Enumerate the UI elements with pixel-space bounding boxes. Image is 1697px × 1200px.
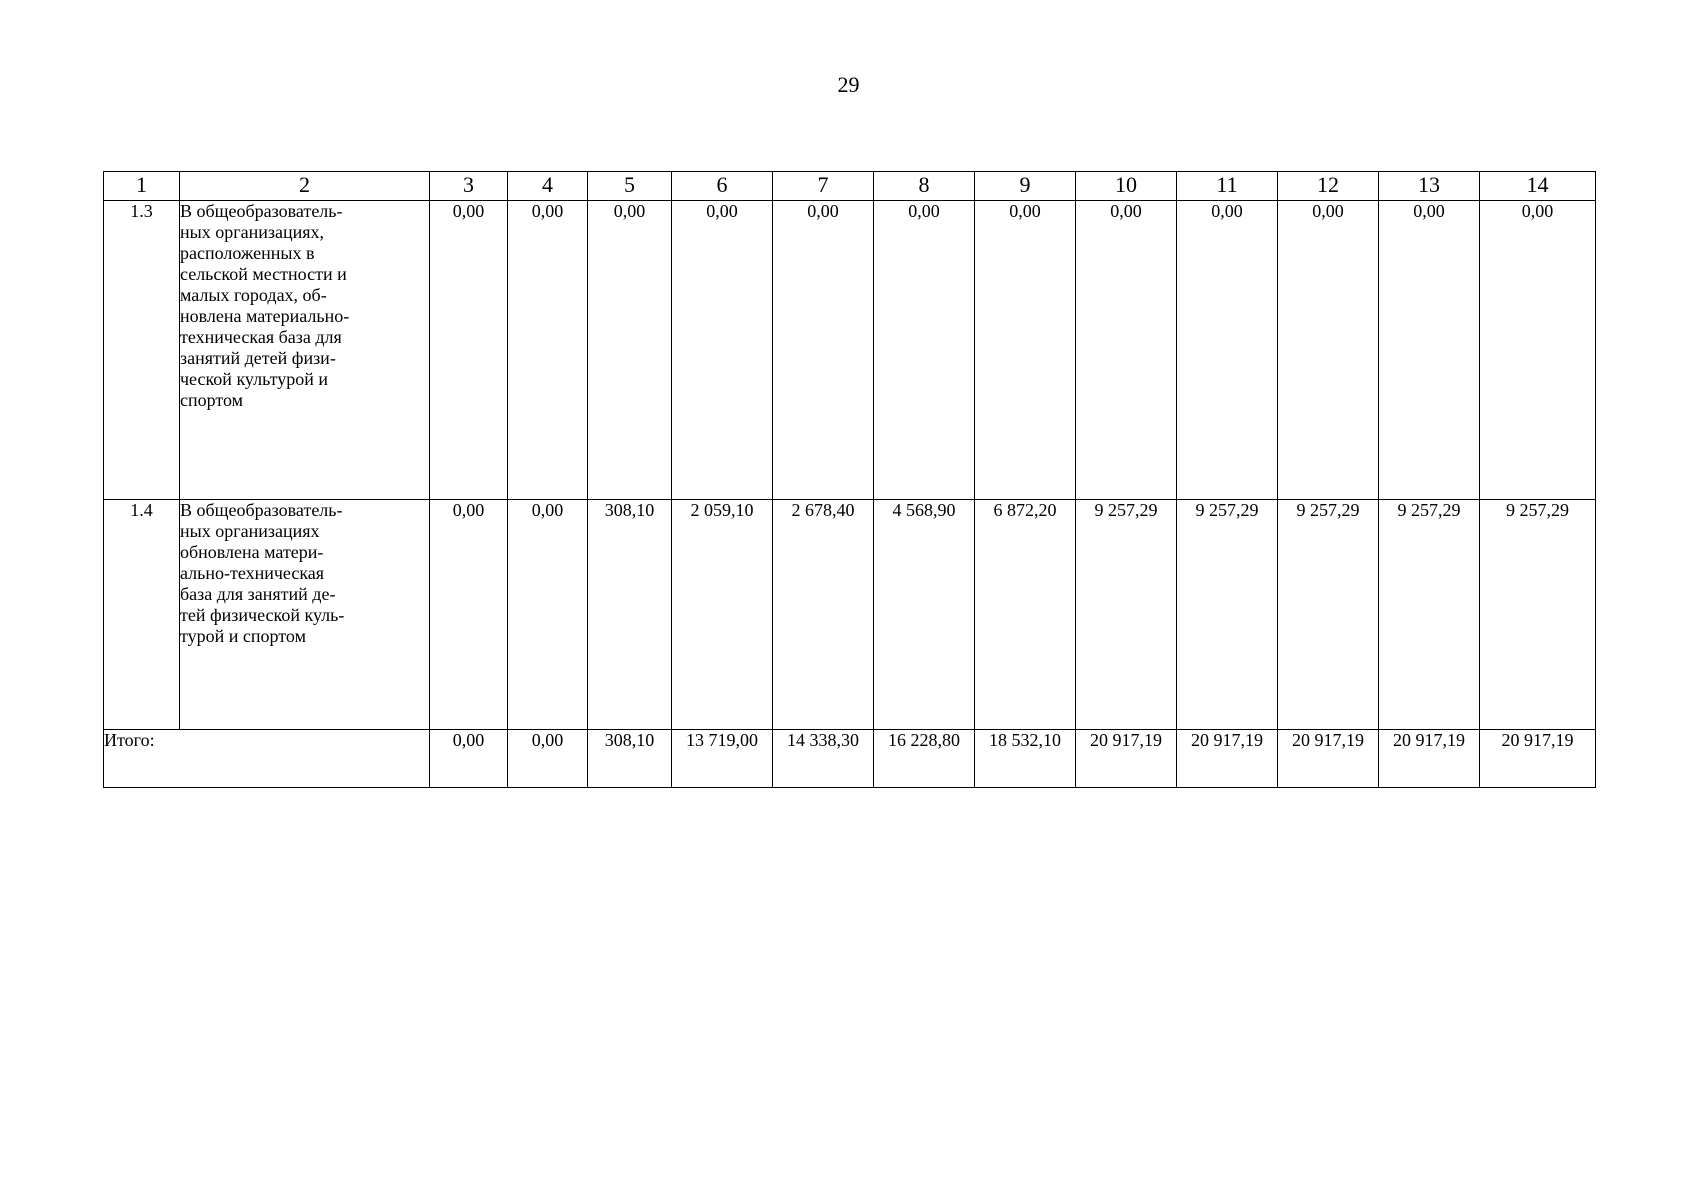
header-row	[104, 172, 1596, 201]
page-number: 29	[837, 72, 860, 97]
total-value-cell: 20 917,19	[1177, 730, 1278, 788]
column-header: 3	[430, 172, 508, 201]
column-header: 7	[773, 172, 874, 201]
table-row	[104, 201, 1596, 500]
value-cell: 0,00	[672, 201, 773, 500]
data-table	[103, 171, 1596, 788]
value-cell: 6 872,20	[975, 500, 1076, 730]
column-header: 4	[508, 172, 588, 201]
description-line: занятий детей физи-	[180, 348, 336, 368]
column-header: 1	[104, 172, 180, 201]
value-cell: 0,00	[1278, 201, 1379, 500]
description-line: ческой культурой и	[180, 369, 329, 389]
value-cell: 9 257,29	[1480, 500, 1596, 730]
row-number: 1.4	[104, 500, 180, 730]
description-line: тей физической куль-	[180, 605, 345, 625]
description-line: обновлена матери-	[180, 542, 324, 562]
description-line: турой и спортом	[180, 626, 306, 646]
value-cell: 9 257,29	[1278, 500, 1379, 730]
description-line: ально-техническая	[180, 563, 325, 583]
value-cell: 0,00	[975, 201, 1076, 500]
total-value-cell: 20 917,19	[1076, 730, 1177, 788]
row-number: 1.3	[104, 201, 180, 500]
total-value-cell: 20 917,19	[1379, 730, 1480, 788]
value-cell: 9 257,29	[1076, 500, 1177, 730]
column-header: 8	[874, 172, 975, 201]
total-row	[104, 730, 1596, 788]
description-line: ных организациях	[180, 521, 320, 541]
value-cell: 9 257,29	[1177, 500, 1278, 730]
value-cell: 9 257,29	[1379, 500, 1480, 730]
value-cell: 2 678,40	[773, 500, 874, 730]
value-cell: 0,00	[588, 201, 672, 500]
total-value-cell: 0,00	[508, 730, 588, 788]
value-cell: 0,00	[1076, 201, 1177, 500]
value-cell: 0,00	[508, 500, 588, 730]
row-description	[180, 201, 430, 500]
value-cell: 0,00	[874, 201, 975, 500]
total-value-cell: 14 338,30	[773, 730, 874, 788]
column-header: 10	[1076, 172, 1177, 201]
column-header: 9	[975, 172, 1076, 201]
value-cell: 0,00	[1379, 201, 1480, 500]
description-line: спортом	[180, 390, 244, 410]
column-header: 12	[1278, 172, 1379, 201]
total-value-cell: 308,10	[588, 730, 672, 788]
row-description	[180, 500, 430, 730]
description-line: база для занятий де-	[180, 584, 336, 604]
total-label: Итого:	[104, 730, 430, 788]
value-cell: 0,00	[430, 201, 508, 500]
value-cell: 0,00	[1480, 201, 1596, 500]
total-value-cell: 20 917,19	[1480, 730, 1596, 788]
column-header: 14	[1480, 172, 1596, 201]
table-row	[104, 500, 1596, 730]
column-header: 2	[180, 172, 430, 201]
total-value-cell: 0,00	[430, 730, 508, 788]
value-cell: 0,00	[508, 201, 588, 500]
value-cell: 0,00	[773, 201, 874, 500]
description-line: новлена материально-	[180, 306, 350, 326]
total-value-cell: 18 532,10	[975, 730, 1076, 788]
description-line: ных организациях,	[180, 222, 325, 242]
total-value-cell: 20 917,19	[1278, 730, 1379, 788]
description-line: В общеобразователь-	[180, 500, 343, 520]
description-line: расположенных в	[180, 243, 315, 263]
column-header: 13	[1379, 172, 1480, 201]
value-cell: 0,00	[430, 500, 508, 730]
total-value-cell: 13 719,00	[672, 730, 773, 788]
description-line: малых городах, об-	[180, 285, 327, 305]
value-cell: 0,00	[1177, 201, 1278, 500]
description-line: В общеобразователь-	[180, 201, 343, 221]
value-cell: 4 568,90	[874, 500, 975, 730]
column-header: 5	[588, 172, 672, 201]
description-line: сельской местности и	[180, 264, 347, 284]
total-value-cell: 16 228,80	[874, 730, 975, 788]
column-header: 6	[672, 172, 773, 201]
value-cell: 308,10	[588, 500, 672, 730]
description-line: техническая база для	[180, 327, 342, 347]
value-cell: 2 059,10	[672, 500, 773, 730]
column-header: 11	[1177, 172, 1278, 201]
